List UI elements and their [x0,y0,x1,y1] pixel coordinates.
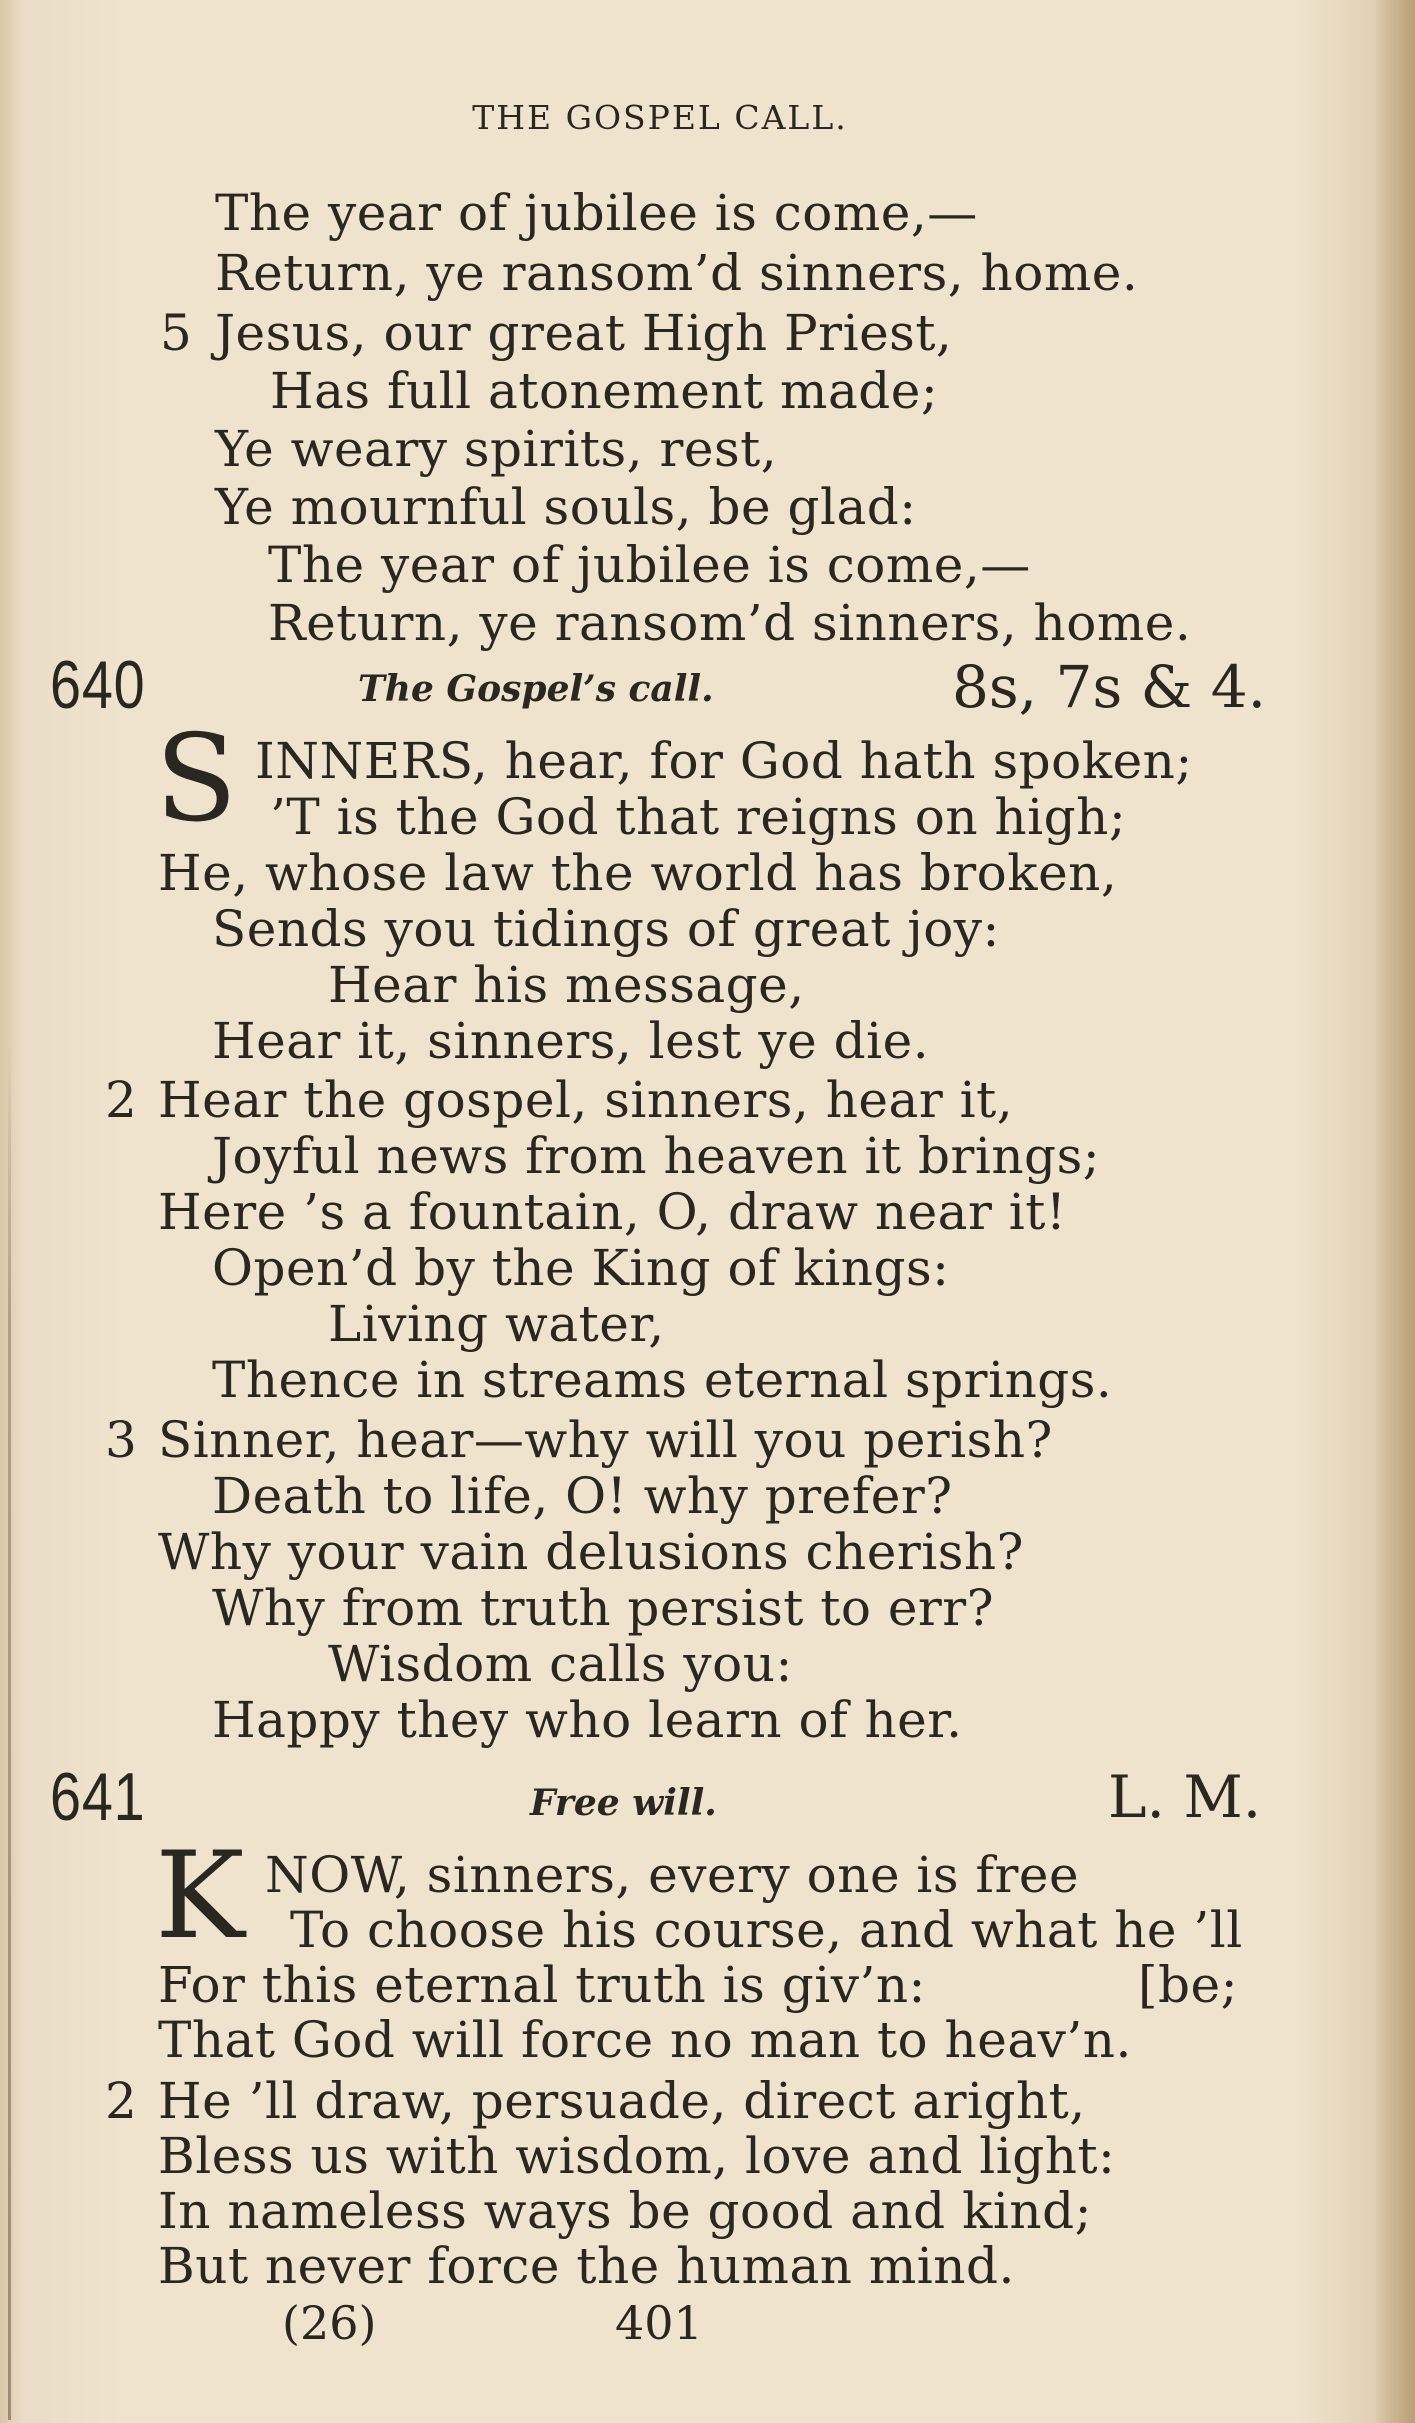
hymn-meter: L. M. [1108,1763,1262,1831]
verse-line: ’T is the God that reigns on high; [270,788,1127,846]
running-header: THE GOSPEL CALL. [472,98,848,137]
page-edge [1375,0,1415,2423]
verse-number: 2 [105,1071,137,1129]
verse-line: Thence in streams eternal springs. [212,1351,1113,1409]
verse-line: Hear the gospel, sinners, hear it, [158,1071,1014,1129]
verse-line: Hear it, sinners, lest ye die. [212,1012,930,1070]
verse-line: Return, ye ransom’d sinners, home. [268,594,1192,652]
verse-line: Death to life, O! why prefer? [212,1467,953,1525]
signature-mark: (26) [282,2296,377,2350]
verse-line: Here ’s a fountain, O, draw near it! [158,1183,1067,1241]
verse-line: Return, ye ransom’d sinners, home. [215,244,1139,302]
hymn-number: 640 [50,647,146,723]
verse-line: Ye mournful souls, be glad: [215,478,917,536]
verse-line: Living water, [328,1295,665,1353]
verse-line: Sends you tidings of great joy: [212,900,1000,958]
hymn-number: 641 [50,1759,146,1835]
verse-line: For this eternal truth is giv’n: [158,1956,926,2014]
verse-line: He, whose law the world has broken, [158,844,1118,902]
page-number: 401 [615,2296,703,2350]
hymn-meter: 8s, 7s & 4. [952,653,1267,721]
binding-gutter [8,1040,11,2420]
verse-line: NOW, sinners, every one is free [265,1846,1080,1904]
hymn-title: The Gospel’s call. [358,668,714,710]
verse-line: Bless us with wisdom, love and light: [158,2127,1116,2185]
drop-cap: S [155,710,238,849]
verse-line: Hear his message, [328,956,805,1014]
verse-line: To choose his course, and what he ’ll [290,1901,1243,1959]
verse-line: Why your vain delusions cherish? [158,1523,1024,1581]
verse-number: 2 [105,2072,137,2130]
verse-line: That God will force no man to heav’n. [158,2011,1132,2069]
verse-number: 3 [105,1411,137,1469]
verse-line: He ’ll draw, persuade, direct aright, [158,2072,1086,2130]
verse-line: Ye weary spirits, rest, [215,420,778,478]
verse-line-turnover: [be; [1138,1956,1238,2014]
hymn-title: Free will. [530,1782,717,1824]
verse-line: Joyful news from heaven it brings; [212,1127,1101,1185]
verse-line: INNERS, hear, for God hath spoken; [255,732,1193,790]
verse-line: In nameless ways be good and kind; [158,2182,1092,2240]
verse-line: Has full atonement made; [270,362,939,420]
verse-line: Open’d by the King of kings: [212,1239,950,1297]
verse-line: Sinner, hear—why will you perish? [158,1411,1053,1469]
drop-cap: K [155,1827,245,1966]
verse-line: The year of jubilee is come,— [268,536,1031,594]
verse-line: Jesus, our great High Priest, [215,304,953,362]
verse-line: The year of jubilee is come,— [215,184,978,242]
verse-line: Why from truth persist to err? [212,1579,995,1637]
verse-line: Wisdom calls you: [328,1635,793,1693]
verse-number: 5 [160,304,192,362]
verse-line: Happy they who learn of her. [212,1691,963,1749]
verse-line: But never force the human mind. [158,2237,1015,2295]
